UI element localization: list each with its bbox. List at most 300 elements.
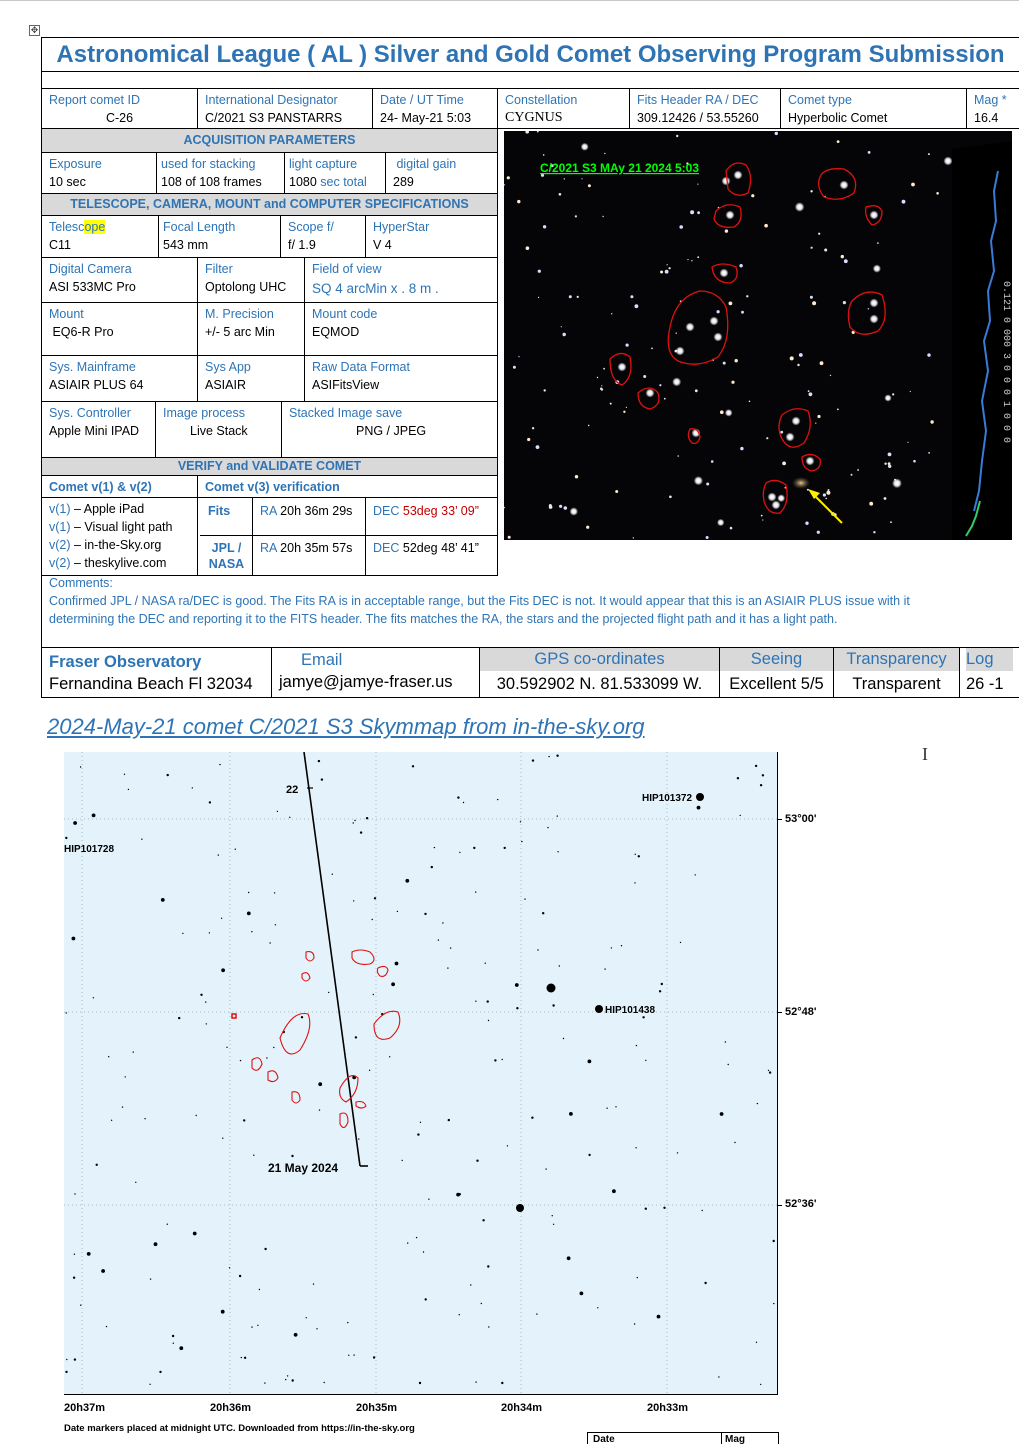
map-star	[124, 774, 125, 775]
photo-star	[888, 462, 891, 465]
photo-star	[570, 507, 578, 515]
map-star	[470, 1284, 471, 1285]
photo-star	[741, 311, 744, 314]
photo-star	[820, 361, 824, 365]
map-star	[407, 1242, 408, 1243]
photo-bright-star	[726, 211, 735, 220]
map-star	[459, 852, 460, 853]
photo-star	[868, 308, 869, 309]
photo-star	[873, 531, 875, 533]
map-star	[222, 1138, 223, 1139]
map-star	[294, 1333, 298, 1337]
photo-star	[695, 389, 698, 392]
photo-star-field	[504, 131, 953, 539]
map-star	[391, 982, 395, 986]
field-of-view-cell	[305, 258, 497, 300]
map-star	[133, 1051, 134, 1052]
map-star	[324, 1382, 325, 1383]
photo-star	[815, 423, 816, 424]
photo-star	[697, 184, 698, 185]
map-star	[348, 1355, 349, 1356]
map-star	[473, 847, 475, 849]
photo-star	[660, 271, 663, 274]
photo-bright-star	[772, 501, 781, 510]
seeing-cell	[720, 648, 833, 697]
photo-star	[837, 140, 840, 143]
photo-side-text: 0.121 0 000 3 0 0 0 1 0 0 0	[1000, 281, 1011, 444]
map-star	[515, 983, 519, 987]
light-capture-value: 1080	[289, 175, 321, 189]
photo-star	[868, 151, 871, 154]
photo-bright-star	[870, 299, 879, 308]
skymap-right-axis	[777, 752, 778, 1394]
map-star	[494, 1059, 496, 1061]
photo-star	[517, 200, 520, 203]
map-star	[229, 1267, 230, 1268]
photo-star	[824, 249, 827, 252]
photo-star	[676, 333, 677, 334]
exposure-label: Exposure	[49, 157, 102, 171]
map-star	[141, 839, 142, 840]
stacked-save-label: Stacked Image save	[289, 406, 403, 420]
photo-star	[659, 384, 661, 386]
map-star	[580, 1292, 584, 1296]
map-star	[548, 756, 549, 757]
map-star	[448, 1119, 450, 1121]
photo-star	[892, 478, 902, 488]
focal-length-value: 543 mm	[163, 238, 209, 252]
photo-star	[805, 522, 808, 525]
photo-star	[525, 131, 529, 134]
photo-star	[746, 295, 748, 297]
skymap-legend-table	[587, 1432, 779, 1444]
constellation-cell	[498, 89, 629, 129]
magnitude-label: Mag *	[974, 93, 1007, 107]
skymap-note: Date markers placed at midnight UTC. Downloaded from https://in-the-sky.org	[64, 1423, 415, 1434]
stacking-label: used for stacking	[161, 157, 256, 171]
photo-star	[810, 296, 813, 299]
photo-bright-star	[710, 317, 719, 326]
map-star	[760, 784, 762, 786]
photo-star	[706, 483, 709, 486]
map-star	[520, 821, 521, 822]
map-star	[488, 1326, 489, 1327]
gain-label: digital gain	[393, 157, 457, 171]
date-marker-label: 21 May 2024	[268, 1161, 339, 1175]
photo-star	[817, 415, 820, 418]
comments-line-1: Confirmed JPL / NASA ra/DEC is good. The Fits RA is in acceptable range, but the Fits DEC is not. It would appear that this is an ASIAIR PLUS issue with it	[49, 594, 910, 608]
map-star	[697, 806, 701, 810]
map-star	[755, 765, 757, 767]
map-star	[248, 892, 249, 893]
map-star	[259, 1289, 260, 1290]
stacking-cell	[157, 153, 284, 193]
magnitude-cell	[967, 89, 1019, 129]
map-star	[419, 1382, 421, 1384]
constellation-label: Constellation	[505, 93, 578, 107]
map-star	[347, 1322, 348, 1323]
map-star	[218, 854, 219, 855]
precision-label: M. Precision	[205, 307, 274, 321]
photo-star	[890, 521, 892, 523]
controller-cell	[42, 402, 155, 442]
map-star	[434, 847, 435, 848]
dec-tick	[777, 1205, 782, 1206]
photo-star	[717, 310, 720, 313]
map-star	[635, 1147, 636, 1148]
fits-ra: RA 20h 36m 29s	[260, 504, 353, 518]
photo-star	[672, 377, 681, 386]
map-star	[420, 1122, 421, 1123]
map-star	[73, 1277, 75, 1279]
map-star	[459, 1314, 460, 1315]
map-star	[301, 1016, 303, 1018]
skymap-svg	[64, 752, 778, 1394]
table-move-handle[interactable]: ✥	[30, 25, 39, 35]
map-star	[373, 994, 374, 995]
photo-bright-star	[646, 389, 655, 398]
path-start-label: 22	[286, 784, 299, 796]
photo-star	[665, 270, 669, 274]
photo-star	[690, 210, 694, 214]
map-star	[360, 831, 362, 833]
map-star	[80, 1305, 81, 1306]
map-star	[521, 841, 522, 842]
map-star	[475, 891, 476, 892]
map-star	[588, 1154, 590, 1156]
map-star	[192, 787, 193, 788]
photo-star	[808, 390, 810, 392]
legend-mag-header: Mag	[725, 1434, 745, 1444]
email-cell	[272, 648, 479, 694]
map-star	[205, 1001, 206, 1002]
fits-row-label: Fits	[208, 504, 231, 518]
list-item: v(1) – Apple iPad	[49, 502, 145, 516]
comments-label: Comments:	[49, 576, 113, 590]
photo-bright-star	[870, 211, 879, 220]
photo-star	[751, 194, 754, 197]
map-star	[604, 968, 605, 969]
photo-star	[694, 476, 703, 485]
filter-value: Optolong UHC	[205, 280, 287, 294]
sys-app-cell	[198, 356, 304, 396]
focal-length-cell	[159, 216, 280, 256]
map-star	[487, 1265, 489, 1267]
photo-annotation-circles	[610, 163, 885, 513]
map-star	[73, 821, 77, 825]
map-star	[221, 1310, 225, 1314]
photo-star	[563, 333, 566, 336]
map-star	[611, 947, 612, 948]
list-item: v(2) – in-the-Sky.org	[49, 538, 162, 552]
map-star	[645, 1060, 646, 1061]
photo-star	[602, 216, 603, 217]
map-star	[149, 1384, 150, 1385]
map-star	[402, 1160, 403, 1161]
map-star	[316, 1328, 317, 1329]
map-star	[285, 1379, 286, 1380]
photo-star	[581, 178, 582, 179]
photo-star	[538, 297, 539, 298]
map-star	[634, 882, 635, 883]
map-star	[101, 1269, 105, 1273]
photo-star	[651, 348, 653, 350]
map-star	[240, 1060, 241, 1061]
photo-star	[841, 255, 844, 258]
photo-star	[873, 265, 881, 273]
list-item: v(1) – Visual light path	[49, 520, 173, 534]
map-star	[507, 1145, 508, 1146]
photo-star	[777, 494, 785, 502]
legend-date-header: Date	[593, 1434, 615, 1444]
mount-code-value: EQMOD	[312, 325, 360, 339]
map-star	[289, 817, 290, 818]
map-star	[661, 983, 663, 985]
photo-bright-star	[840, 181, 849, 190]
map-star	[66, 1012, 67, 1013]
fits-header-label: Fits Header RA / DEC	[637, 93, 759, 107]
map-star	[235, 849, 236, 850]
photo-star	[775, 132, 778, 135]
map-star	[292, 1379, 294, 1381]
photo-star	[825, 498, 827, 500]
photo-star	[823, 493, 826, 496]
stacking-value: 108 of 108 frames	[161, 175, 262, 189]
camera-value: ASI 533MC Pro	[49, 280, 136, 294]
map-star	[353, 822, 354, 823]
constellation-value: CYGNUS	[505, 110, 563, 125]
map-star	[756, 1342, 757, 1343]
mainframe-value: ASIAIR PLUS 64	[49, 378, 144, 392]
star-label-hip101438: HIP101438	[605, 1005, 656, 1016]
photo-star	[559, 505, 562, 508]
map-star	[718, 1376, 719, 1377]
photo-star	[669, 496, 672, 499]
map-star	[737, 777, 739, 779]
map-star	[638, 855, 640, 857]
map-star	[501, 1382, 503, 1384]
photo-bright-star	[734, 171, 743, 180]
photo-star	[626, 407, 627, 408]
verify-col2-label: Comet v(3) verification	[205, 480, 340, 494]
telescope-label: Telesc	[49, 220, 85, 234]
map-star	[762, 774, 764, 776]
photo-star	[513, 366, 516, 369]
photo-star	[717, 519, 724, 526]
map-star	[557, 851, 558, 852]
map-star	[167, 1224, 168, 1225]
photo-star	[725, 229, 728, 232]
email-label: Email	[301, 651, 343, 669]
ra-label-20h37m: 20h37m	[64, 1402, 105, 1414]
transparency-value: Transparent	[852, 675, 941, 693]
map-star	[219, 764, 220, 765]
map-star	[150, 1278, 151, 1279]
map-star	[442, 922, 443, 923]
map-star	[74, 1193, 75, 1194]
mount-code-cell	[305, 303, 497, 343]
map-star	[504, 847, 506, 849]
filter-label: Filter	[205, 262, 233, 276]
map-star	[159, 1371, 161, 1373]
map-star	[588, 1060, 592, 1064]
photo-star	[508, 536, 511, 539]
magnitude-value: 16.4	[974, 111, 999, 125]
telescope-cell	[42, 216, 158, 256]
photo-star	[731, 381, 734, 384]
star-label-hip101728: HIP101728	[64, 844, 115, 855]
skymap-chart	[64, 752, 778, 1394]
map-star	[635, 854, 636, 855]
map-star	[659, 990, 661, 992]
map-star	[318, 760, 320, 762]
photo-star	[526, 246, 530, 250]
map-star	[80, 766, 81, 767]
map-star	[306, 1317, 307, 1318]
photo-star	[927, 353, 930, 356]
photo-star	[749, 401, 751, 403]
photo-star	[812, 301, 816, 305]
photo-star	[837, 409, 839, 411]
photo-bright-star	[806, 457, 815, 466]
controller-label: Sys. Controller	[49, 406, 131, 420]
jpl-dec: DEC 52deg 48’ 41”	[373, 541, 479, 555]
photo-star	[564, 506, 568, 510]
map-star	[106, 1326, 107, 1327]
precision-value: +/- 5 arc Min	[205, 325, 275, 339]
photo-bright-star	[768, 493, 777, 502]
map-star	[277, 811, 278, 812]
stacked-save-value: PNG / JPEG	[356, 424, 427, 438]
map-star	[740, 815, 741, 816]
map-star	[463, 802, 464, 803]
map-star	[397, 911, 398, 912]
exposure-cell	[42, 153, 156, 193]
transparency-cell	[834, 648, 959, 697]
dec-tick	[777, 819, 782, 820]
photo-star	[720, 410, 724, 414]
photo-star	[730, 527, 733, 530]
map-star	[247, 912, 251, 916]
photo-star	[888, 453, 892, 457]
ra-label-20h34m: 20h34m	[501, 1402, 542, 1414]
photo-star	[630, 295, 633, 298]
map-star	[734, 1142, 735, 1143]
mount-label: Mount	[49, 307, 84, 321]
map-star	[487, 1000, 489, 1002]
map-star	[182, 933, 183, 934]
comet-type-value: Hyperbolic Comet	[788, 111, 888, 125]
log-cell	[960, 648, 1019, 697]
map-star	[128, 789, 129, 790]
transparency-label: Transparency	[834, 648, 959, 671]
observatory-location: Fernandina Beach Fl 32034	[49, 675, 253, 693]
map-star	[760, 1384, 761, 1385]
email-value[interactable]: jamye@jamye-fraser.us	[279, 673, 453, 691]
map-star	[239, 1275, 241, 1277]
map-star	[251, 931, 252, 932]
photo-star	[561, 326, 562, 327]
map-star	[274, 892, 275, 893]
map-star	[178, 1017, 180, 1019]
map-star	[567, 1256, 571, 1260]
photo-star	[817, 531, 820, 534]
map-star	[557, 815, 558, 816]
gps-cell	[480, 648, 719, 697]
photo-star	[764, 224, 768, 228]
map-star	[125, 1076, 126, 1077]
acquisition-header: ACQUISITION PARAMETERS	[42, 129, 497, 152]
map-star	[93, 997, 94, 998]
photo-star	[564, 178, 565, 179]
comet-photo	[504, 131, 1012, 540]
photo-star	[902, 200, 906, 204]
map-star	[167, 774, 169, 776]
map-star	[695, 874, 696, 875]
photo-bright-star	[870, 315, 879, 324]
photo-star	[907, 442, 908, 443]
field-of-view-value: SQ 4 arcMin x . 8 m .	[312, 281, 439, 296]
map-star	[559, 965, 560, 966]
map-star	[612, 1189, 616, 1193]
map-star	[475, 1001, 476, 1002]
photo-star	[780, 431, 783, 434]
photo-star	[575, 475, 578, 478]
map-star	[193, 1232, 197, 1236]
photo-star	[894, 479, 896, 481]
photo-bright-star	[722, 177, 731, 186]
photo-star	[843, 301, 846, 304]
mount-value: EQ6-R Pro	[49, 325, 114, 339]
light-capture-cell	[285, 153, 385, 193]
map-star	[516, 1007, 518, 1009]
gain-cell	[386, 153, 497, 193]
map-star	[66, 1359, 67, 1360]
camera-cell	[42, 258, 197, 298]
filter-cell	[198, 258, 304, 298]
map-star	[173, 1343, 174, 1344]
map-star	[389, 1056, 390, 1057]
map-star	[757, 1103, 758, 1104]
hyperstar-cell	[366, 216, 497, 256]
map-star	[531, 1117, 533, 1119]
map-star	[645, 1208, 647, 1210]
map-star	[372, 919, 373, 920]
photo-star	[543, 154, 545, 156]
designator-cell	[198, 89, 372, 129]
map-star	[373, 1356, 375, 1358]
map-star	[221, 968, 225, 972]
photo-bright-star	[720, 269, 729, 278]
photo-star	[664, 398, 666, 400]
skymap-bottom-axis	[64, 1394, 778, 1395]
map-star	[72, 937, 76, 941]
photo-star	[679, 225, 683, 229]
gain-value: 289	[393, 175, 414, 189]
photo-star	[877, 242, 879, 244]
photo-star	[782, 462, 786, 466]
date-value: 24- May-21 5:03	[380, 111, 472, 125]
photo-star	[603, 368, 605, 370]
map-star	[702, 1210, 703, 1211]
map-star	[353, 1354, 354, 1355]
photo-star	[532, 427, 534, 429]
report-id-label: Report comet ID	[49, 93, 141, 107]
photo-star	[504, 184, 505, 185]
photo-star	[911, 183, 915, 187]
map-star	[144, 1118, 145, 1119]
photo-star	[623, 411, 625, 413]
